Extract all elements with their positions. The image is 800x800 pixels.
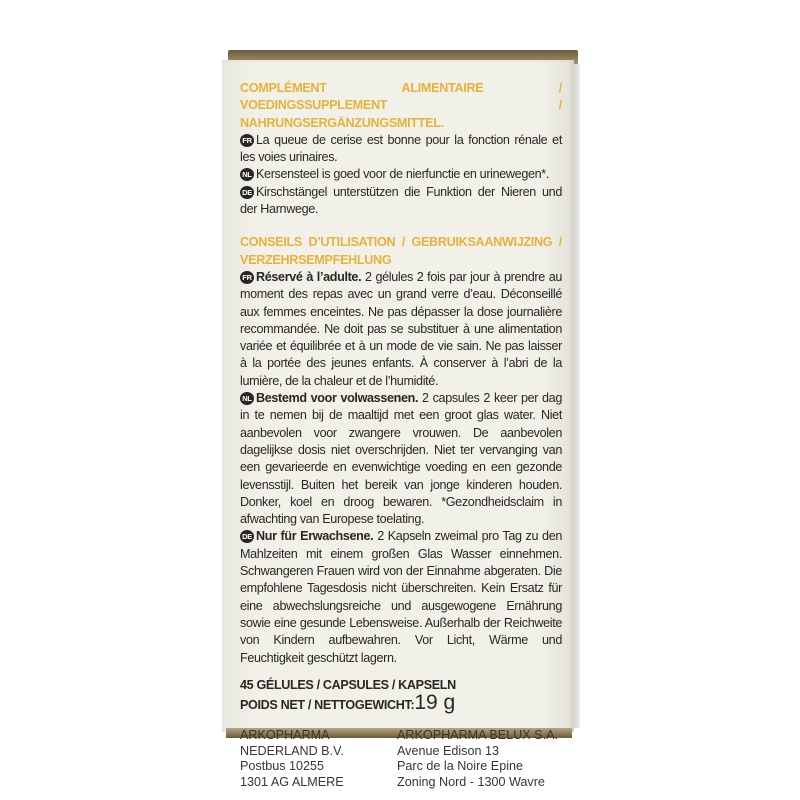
claim-de xyxy=(240,184,562,219)
lang-badge-fr: FR xyxy=(240,271,254,284)
usage-text: 2 gélules 2 fois par jour à prendre au moment des repas avec un grand verre d’eau. Déconseillé aux femmes enceintes. Ne pas dépasser la dose journalière recommandée. Ne doit pas se substituer à une alimentation variée et équilibrée et à un mode de vie sain. Ne pas laisser à la portée des jeunes enfants. À conserver à l’abri de la lumière, de la chaleur et de l’humidité. xyxy=(240,269,563,388)
usage-lead: Réservé à l’adulte. xyxy=(256,269,362,284)
net-weight xyxy=(240,691,562,715)
label-content xyxy=(240,80,562,790)
usage-fr xyxy=(240,269,562,390)
lang-badge-de: DE xyxy=(240,186,254,199)
usage-nl xyxy=(240,390,562,528)
net-weight-value: 19 g xyxy=(414,691,456,715)
claim-text: La queue de cerise est bonne pour la fonction rénale et les voies urinaires. xyxy=(240,132,562,165)
claim-text: Kersensteel is goed voor de nierfunctie en urinewegen*. xyxy=(256,167,549,182)
claim-nl xyxy=(240,166,562,183)
addresses xyxy=(240,728,562,790)
lang-badge-nl: NL xyxy=(240,392,254,405)
usage-text: 2 Kapseln zweimal pro Tag zu den Mahlzeiten mit einem großen Glas Wasser einnehmen. Schwangeren Frauen wird von der Einnahme abgeraten. Die empfohlene Tagesdosis nicht überschreiten. Kein Ersatz für eine abwechslungsreiche und ausgewogene Ernährung sowie eine gesunde Lebensweise. Außerhalb der Reichweite von Kindern aufbewahren. Vor Licht, Wärme und Feuchtigkeit geschützt lagern. xyxy=(240,529,563,665)
lang-badge-de: DE xyxy=(240,530,254,543)
usage-lead: Bestemd voor volwassenen. xyxy=(256,391,419,406)
claim-text: Kirschstängel unterstützen die Funktion der Nieren und der Harnwege. xyxy=(240,184,562,217)
capsule-count: 45 GÉLULES / CAPSULES / KAPSELN xyxy=(240,677,456,692)
lang-badge-fr: FR xyxy=(240,134,254,147)
usage-text: 2 capsules 2 keer per dag in te nemen bij de maaltijd met een groot glas water. Niet aanbevolen voor zwangere vrouwen. De aanbevolen dagelijkse dosis niet overschrijden. Niet ter vervanging van een gevarieerde en evenwichtige voeding en een gezonde levensstijl. Buiten het bereik van jonge kinderen houden. Donker, koel en droog bewaren. *Gezondheidsclaim in afwachting van Europese toelating. xyxy=(240,391,562,527)
usage-de xyxy=(240,528,562,666)
lang-badge-nl: NL xyxy=(240,168,254,181)
net-weight-label: POIDS NET / NETTOGEWICHT: xyxy=(240,698,415,713)
usage-heading: CONSEILS D’UTILISATION / GEBRUIKSAANWIJZING / VERZEHRSEMPFEHLUNG xyxy=(240,235,562,267)
usage-lead: Nur für Erwachsene. xyxy=(256,529,374,544)
claim-fr xyxy=(240,132,562,167)
box-side-edge xyxy=(574,64,580,728)
address-be: ARKOPHARMA BELUX S.A. Avenue Edison 13 Parc de la Noire Epine Zoning Nord - 1300 Wavre xyxy=(397,728,558,789)
product-type-heading: COMPLÉMENT ALIMENTAIRE / VOEDINGSSUPPLEMENT / NAHRUNGSERGÄNZUNGSMITTEL. xyxy=(240,81,562,130)
address-nl: ARKOPHARMA NEDERLAND B.V. Postbus 10255 1301 AG ALMERE xyxy=(240,728,344,789)
